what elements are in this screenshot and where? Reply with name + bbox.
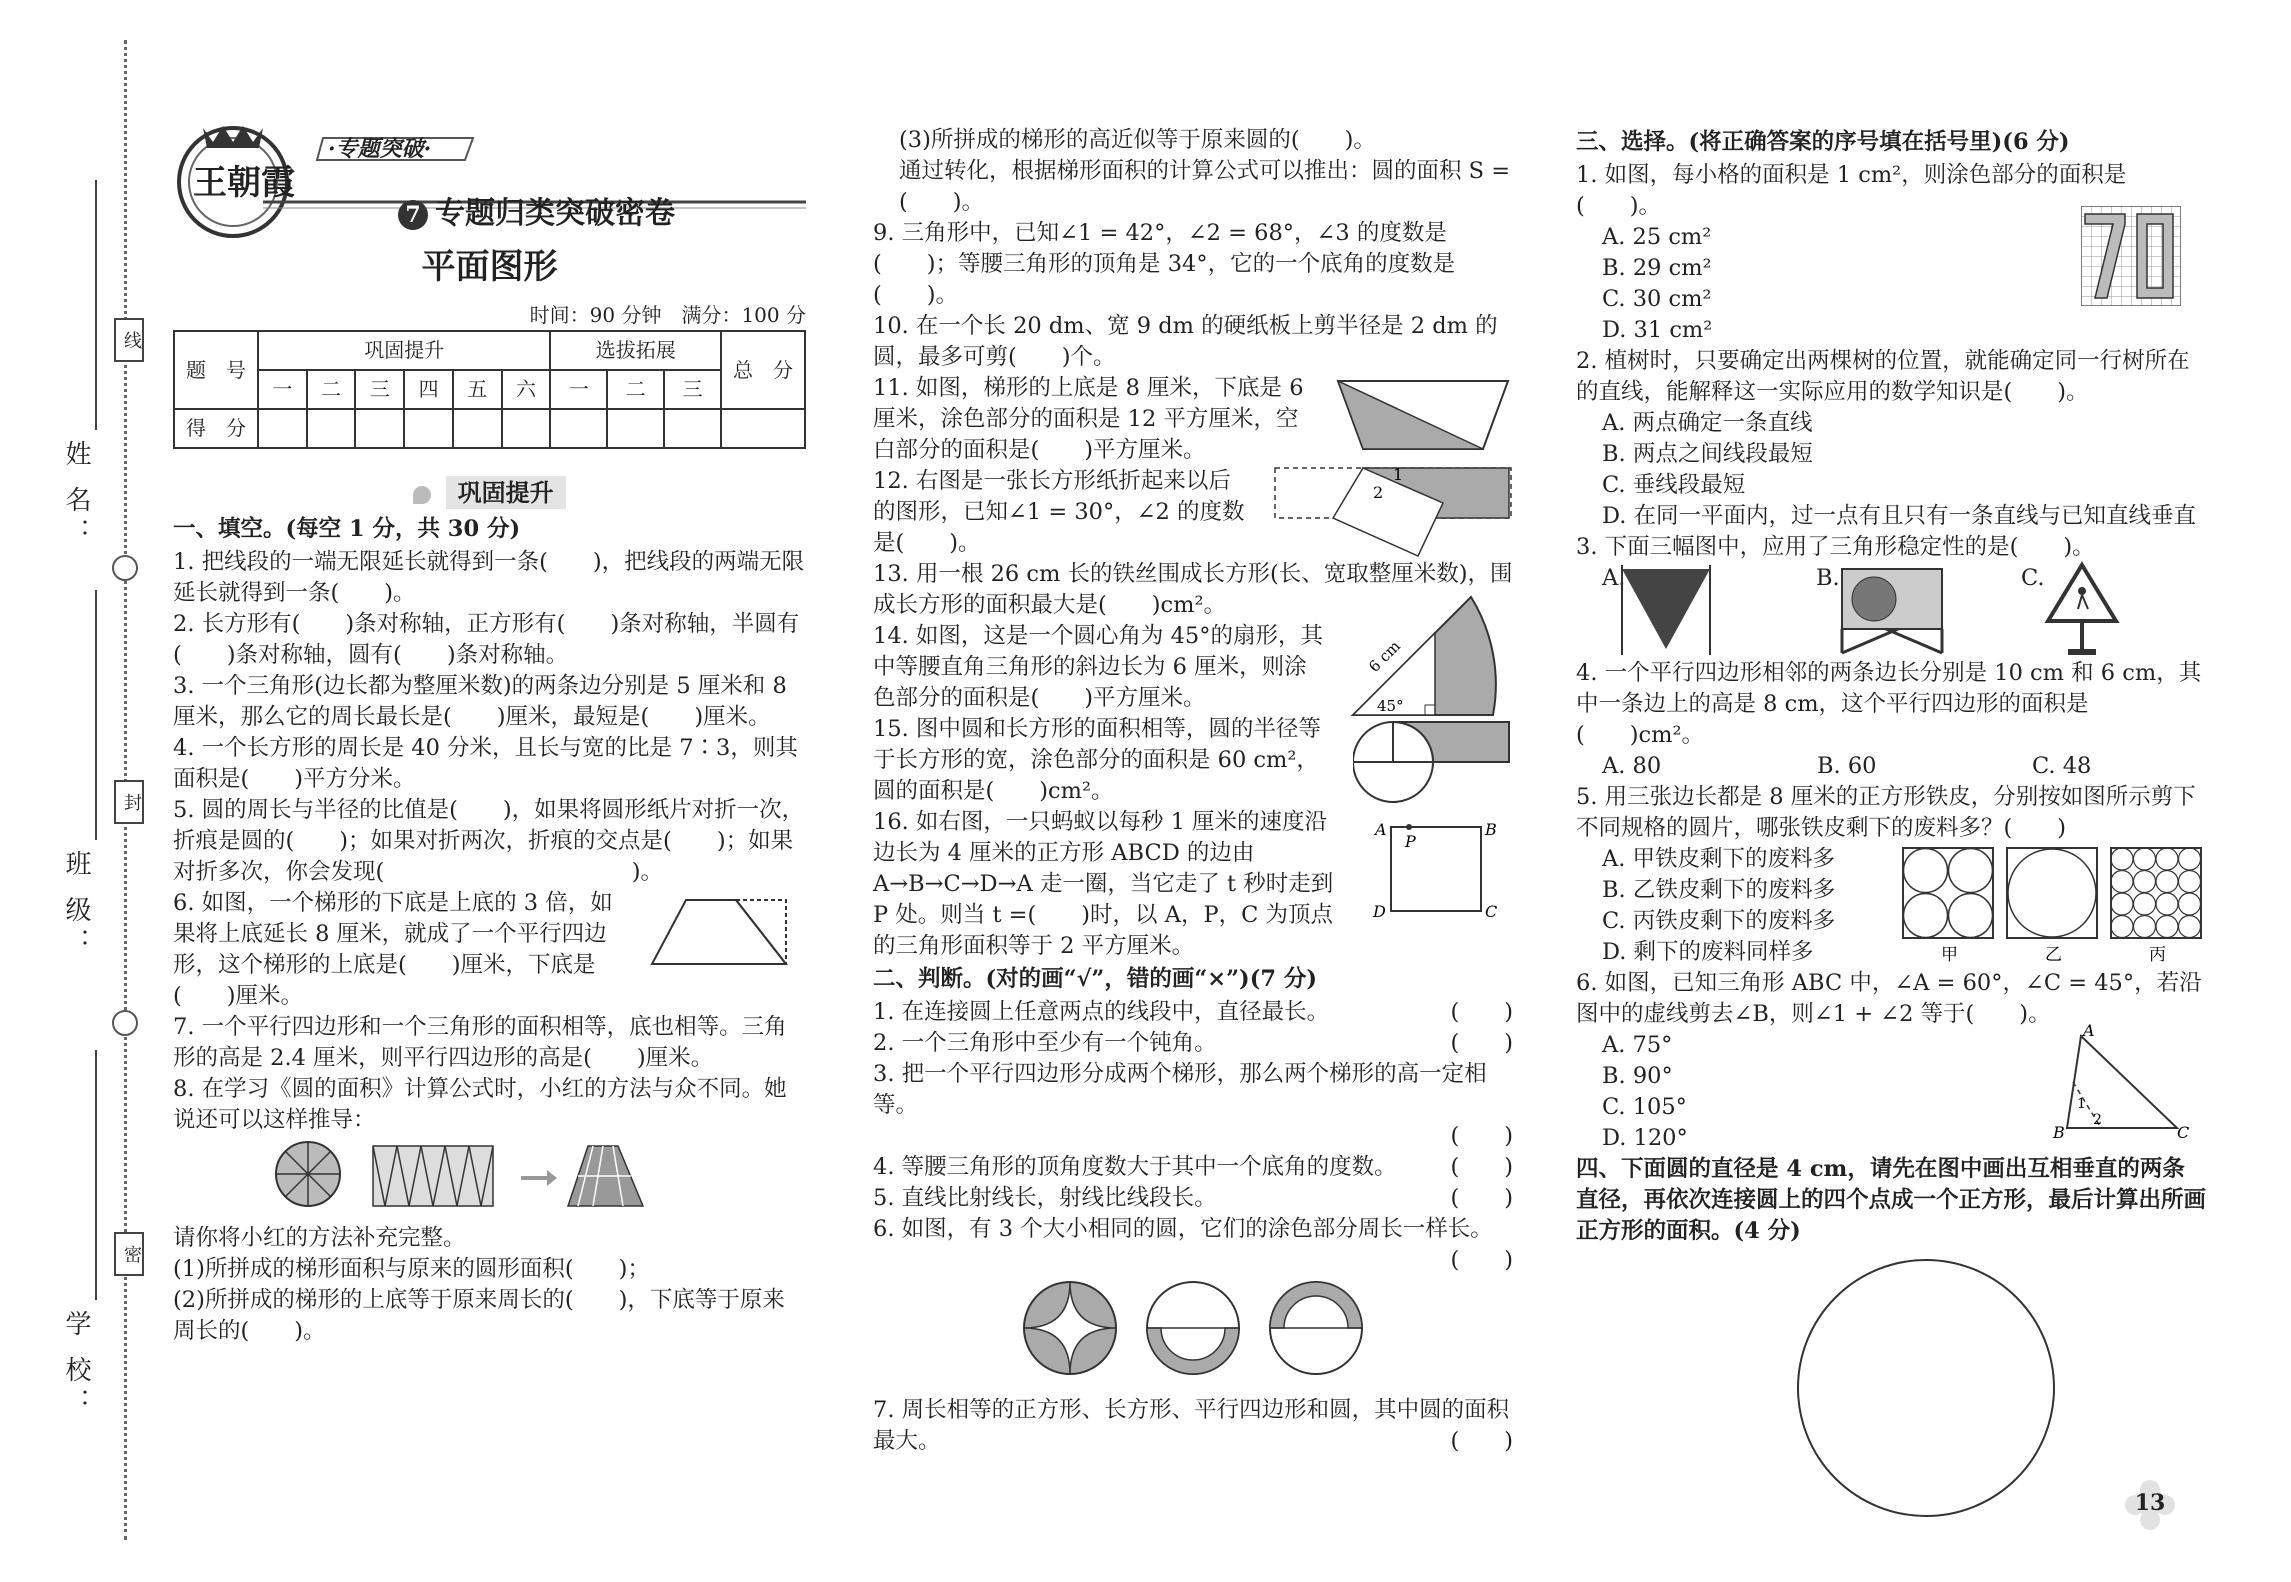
- header-block: [173, 120, 806, 330]
- question-8-instruction: 请你将小红的方法补充完整。: [173, 1225, 466, 1251]
- fig-label: 1: [2077, 1096, 2086, 1112]
- question-10: 10. 在一个长 20 dm、宽 9 dm 的硬纸板上剪半径是 2 dm 的圆，最多可剪( )个。: [873, 313, 1498, 370]
- fig-label: 甲: [1941, 945, 1958, 965]
- fig-label: B: [1485, 821, 1497, 839]
- fig-label: C: [2177, 1123, 2190, 1142]
- page-title: 平面图形: [421, 247, 558, 287]
- question-9: 9. 三角形中，已知∠1 = 42°，∠2 = 68°，∠3 的度数是( )；等腰三角形的顶角是 34°，它的一个底角的度数是( )。: [873, 220, 1456, 308]
- question-8-part-2: (2)所拼成的梯形的上底等于原来周长的( )，下底等于原来周长的( )。: [173, 1287, 785, 1344]
- fig-label: 1: [1393, 465, 1404, 484]
- series-title: 专题归类突破密卷: [435, 196, 675, 231]
- choice-option[interactable]: C. 105°: [1602, 1094, 1687, 1120]
- question-4: 4. 一个长方形的周长是 40 分米，且长与宽的比是 7∶3，则其面积是( )平方分米。: [173, 735, 798, 792]
- binding-hole: [112, 1010, 138, 1036]
- class-label: 班 级：: [61, 850, 91, 961]
- choice-option[interactable]: C. 垂线段最短: [1602, 472, 1746, 498]
- answer-paren[interactable]: ( ): [1450, 1154, 1513, 1180]
- section-draw-title: 四、下面圆的直径是 4 cm，请先在图中画出互相垂直的两条直径，再依次连接圆上的四个点成一个正方形，最后计算出所画正方形的面积。(4 分): [1576, 1156, 2207, 1244]
- answer-paren[interactable]: ( ): [1450, 1185, 1513, 1211]
- choice-1: 1. 如图，每小格的面积是 1 cm²，则涂色部分的面积是( )。: [1576, 162, 2127, 219]
- choice-option[interactable]: C.: [2021, 565, 2045, 591]
- page-number-badge: [2125, 1480, 2175, 1530]
- question-8-part-3: (3)所拼成的梯形的高近似等于原来圆的( )。: [899, 127, 1376, 153]
- question-14: 14. 如图，这是一个圆心角为 45°的扇形，其中等腰直角三角形的斜边长为 6 厘米，则涂色部分的面积是( )平方厘米。: [873, 623, 1323, 711]
- choice-option[interactable]: A.: [1602, 565, 1626, 591]
- binding-margin: [0, 0, 150, 1582]
- judge-4: 4. 等腰三角形的顶角度数大于其中一个底角的度数。: [873, 1154, 1397, 1180]
- school-field[interactable]: [95, 1050, 97, 1300]
- sector-figure: [1343, 593, 1503, 721]
- circle-rect-figure: [1353, 716, 1513, 806]
- choice-3: 3. 下面三幅图中，应用了三角形稳定性的是( )。: [1576, 534, 2095, 560]
- series-number: 7: [405, 202, 421, 228]
- section-fill-title: 一、填空。(每空 1 分，共 30 分): [173, 516, 521, 542]
- trapezoid-shaded-figure: [1333, 375, 1513, 455]
- fig-label: D: [1373, 902, 1386, 921]
- judge-3: 3. 把一个平行四边形分成两个梯形，那么两个梯形的高一定相等。: [873, 1061, 1487, 1118]
- three-circles-figure: [873, 1276, 1513, 1386]
- fig-label: P: [1405, 832, 1416, 851]
- section-choice-title: 三、选择。(将正确答案的序号填在括号里)(6 分): [1576, 129, 2070, 155]
- seal-secret: 密: [114, 1232, 144, 1276]
- choice-6: 6. 如图，已知三角形 ABC 中，∠A = 60°，∠C = 45°，若沿图中的虚线剪去∠B，则∠1 + ∠2 等于( )。: [1576, 970, 2202, 1027]
- binding-hole: [112, 555, 138, 581]
- column-1: [173, 120, 806, 1347]
- answer-paren[interactable]: ( ): [1450, 1030, 1513, 1056]
- choice-option[interactable]: D. 剩下的废料同样多: [1602, 939, 1814, 965]
- score-col: 六: [502, 370, 551, 409]
- question-5: 5. 圆的周长与半径的比值是( )，如果将圆形纸片对折一次，折痕是圆的( )；如果对折两次，折痕的交点是( )；如果对折多次，你会发现( )。: [173, 797, 805, 885]
- score-cell[interactable]: [550, 409, 607, 448]
- choice-option[interactable]: A. 甲铁皮剩下的废料多: [1602, 846, 1836, 872]
- folded-paper-figure: [1273, 458, 1513, 558]
- choice-option[interactable]: B.: [1816, 565, 1840, 591]
- name-label: 姓 名：: [61, 440, 91, 551]
- question-8: 8. 在学习《圆的面积》计算公式时，小红的方法与众不同。她说还可以这样推导：: [173, 1076, 787, 1133]
- choice-option[interactable]: B. 60: [1817, 753, 1877, 779]
- score-cell[interactable]: [502, 409, 551, 448]
- score-cell[interactable]: [404, 409, 453, 448]
- fig-label: 6 cm: [1365, 636, 1404, 676]
- score-col: 二: [307, 370, 356, 409]
- choice-option[interactable]: D. 31 cm²: [1602, 317, 1713, 343]
- judge-5: 5. 直线比射线长，射线比线段长。: [873, 1185, 1217, 1211]
- score-table: [173, 330, 806, 449]
- choice-option[interactable]: D. 在同一平面内，过一点有且只有一条直线与已知直线垂直: [1602, 503, 2197, 529]
- grid-70-figure: [2081, 206, 2181, 306]
- fig-label: 45°: [1377, 697, 1404, 715]
- choice-2: 2. 植树时，只要确定出两棵树的位置，就能确定同一行树所在的直线，能解释这一实际应用的数学知识是( )。: [1576, 348, 2190, 405]
- score-col: 一: [258, 370, 307, 409]
- time-info: 时间：90 分钟 满分：100 分: [529, 303, 806, 327]
- question-7: 7. 一个平行四边形和一个三角形的面积相等，底也相等。三角形的高是 2.4 厘米，则平行四边形的高是( )厘米。: [173, 1014, 787, 1071]
- section-banner: [173, 477, 806, 508]
- score-cell[interactable]: [453, 409, 502, 448]
- question-8-conclusion: 通过转化，根据梯形面积的计算公式可以推出：圆的面积 S =( )。: [899, 158, 1511, 215]
- answer-paren[interactable]: ( ): [1450, 1428, 1513, 1454]
- score-table-header: 题 号: [174, 331, 258, 409]
- question-6: 6. 如图，一个梯形的下底是上底的 3 倍，如果将上底延长 8 厘米，就成了一个平行四边形，这个梯形的上底是( )厘米，下底是( )厘米。: [173, 890, 613, 1009]
- school-label: 学 校：: [61, 1310, 91, 1421]
- question-15: 15. 图中圆和长方形的面积相等，圆的半径等于长方形的宽，涂色部分的面积是 60 cm²，圆的面积是( )cm²。: [873, 716, 1321, 804]
- fig-label: A: [1375, 821, 1387, 839]
- choice-option[interactable]: B. 90°: [1602, 1063, 1673, 1089]
- draw-circle[interactable]: [1576, 1253, 2206, 1523]
- fig-label: 2: [2093, 1112, 2102, 1128]
- circle-to-trapezoid-figure: [173, 1136, 806, 1214]
- column-2: [873, 125, 1513, 1457]
- section-judge-title: 二、判断。(对的画“√”，错的画“×”)(7 分): [873, 966, 1317, 992]
- choice-option[interactable]: C. 30 cm²: [1602, 286, 1712, 312]
- choice-5: 5. 用三张边长都是 8 厘米的正方形铁皮，分别按如图所示剪下不同规格的圆片，哪张铁皮剩下的废料多？( ): [1576, 784, 2196, 841]
- column-3: [1576, 125, 2206, 1532]
- question-13: 13. 用一根 26 cm 长的铁丝围成长方形(长、宽取整厘米数)，围成长方形的面积最大是( )cm²。: [873, 561, 1513, 618]
- fig-label: 2: [1373, 483, 1384, 502]
- score-row-label: 得 分: [174, 409, 258, 448]
- answer-paren[interactable]: ( ): [1450, 1123, 1513, 1149]
- circle-sheets-figure: [1901, 846, 2206, 966]
- question-8-part-1: (1)所拼成的梯形面积与原来的圆形面积( )；: [173, 1256, 650, 1282]
- choice-option[interactable]: D. 120°: [1602, 1125, 1688, 1151]
- trapezoid-figure: [646, 892, 796, 972]
- score-cell[interactable]: [355, 409, 404, 448]
- score-cell[interactable]: [607, 409, 664, 448]
- choice-option[interactable]: A. 两点确定一条直线: [1602, 410, 1813, 436]
- answer-paren[interactable]: ( ): [1450, 1247, 1513, 1273]
- score-cell[interactable]: [664, 409, 721, 448]
- score-group-2: 选拔拓展: [550, 331, 721, 370]
- traffic-sign-icon: [2042, 561, 2122, 657]
- choice-option[interactable]: A. 75°: [1602, 1032, 1673, 1058]
- score-total-header: 总 分: [721, 331, 805, 409]
- score-cell[interactable]: [721, 409, 805, 448]
- score-group-1: 巩固提升: [258, 331, 550, 370]
- choice-option[interactable]: B. 两点之间线段最短: [1602, 441, 1813, 467]
- judge-1: 1. 在连接圆上任意两点的线段中，直径最长。: [873, 999, 1330, 1025]
- question-1: 1. 把线段的一端无限延长就得到一条( )，把线段的两端无限延长就得到一条( )。: [173, 549, 805, 606]
- name-field[interactable]: [95, 180, 97, 430]
- air-conditioner-icon: [1838, 561, 1948, 656]
- choice-option[interactable]: A. 25 cm²: [1602, 224, 1712, 250]
- answer-paren[interactable]: ( ): [1450, 999, 1513, 1025]
- class-field[interactable]: [95, 590, 97, 840]
- page-number: 13: [2134, 1490, 2166, 1516]
- judge-7: 7. 周长相等的正方形、长方形、平行四边形和圆，其中圆的面积最大。: [873, 1397, 1510, 1454]
- fig-label: C: [1485, 902, 1498, 921]
- score-col: 二: [607, 370, 664, 409]
- brand-logo: 王朝霞: [193, 163, 295, 203]
- fig-label: A: [2083, 1024, 2095, 1040]
- score-cell[interactable]: [258, 409, 307, 448]
- score-col: 一: [550, 370, 607, 409]
- triangle-abc-figure: [2051, 1024, 2191, 1144]
- choice-option[interactable]: C. 48: [2032, 753, 2092, 779]
- score-col: 三: [355, 370, 404, 409]
- score-col: 三: [664, 370, 721, 409]
- choice-option[interactable]: B. 29 cm²: [1602, 255, 1712, 281]
- choice-option[interactable]: B. 乙铁皮剩下的废料多: [1602, 877, 1836, 903]
- score-col: 五: [453, 370, 502, 409]
- score-col: 四: [404, 370, 453, 409]
- pin-icon: [413, 486, 431, 504]
- fig-label: 丙: [2149, 945, 2166, 965]
- question-16: 16. 如右图，一只蚂蚁以每秒 1 厘米的速度沿边长为 4 厘米的正方形 ABCD 的边由 A→B→C→D→A 走一圈，当它走了 t 秒时走到 P 处。则当 t =( )时，以 A，P，C 为顶点的三角形面积等于 2 平方厘米。: [873, 809, 1334, 959]
- seal-line: 线: [114, 318, 144, 362]
- choice-4: 4. 一个平行四边形相邻的两条边长分别是 10 cm 和 6 cm，其中一条边上的高是 8 cm，这个平行四边形的面积是( )cm²。: [1576, 660, 2202, 748]
- triangle-flag-icon: [1616, 565, 1716, 655]
- question-12: 12. 右图是一张长方形纸折起来以后的图形，已知∠1 = 30°，∠2 的度数是( )。: [873, 468, 1245, 556]
- question-2: 2. 长方形有( )条对称轴，正方形有( )条对称轴，半圆有( )条对称轴，圆有( )条对称轴。: [173, 611, 800, 668]
- judge-6: 6. 如图，有 3 个大小相同的圆，它们的涂色部分周长一样长。: [873, 1216, 1493, 1242]
- choice-option[interactable]: C. 丙铁皮剩下的废料多: [1602, 908, 1836, 934]
- fig-label: B: [2053, 1123, 2065, 1142]
- score-cell[interactable]: [307, 409, 356, 448]
- choice-option[interactable]: A. 80: [1602, 753, 1662, 779]
- square-abcd-figure: [1369, 821, 1499, 921]
- question-11: 11. 如图，梯形的上底是 8 厘米，下底是 6 厘米，涂色部分的面积是 12 平方厘米，空白部分的面积是( )平方厘米。: [873, 375, 1304, 463]
- section-banner-label: 巩固提升: [446, 476, 566, 509]
- judge-2: 2. 一个三角形中至少有一个钝角。: [873, 1030, 1217, 1056]
- question-3: 3. 一个三角形(边长都为整厘米数)的两条边分别是 5 厘米和 8 厘米，那么它的周长最长是( )厘米，最短是( )厘米。: [173, 673, 787, 730]
- seal-seal: 封: [114, 780, 144, 824]
- badge: ·专题突破·: [328, 136, 432, 162]
- fig-label: 乙: [2045, 945, 2062, 965]
